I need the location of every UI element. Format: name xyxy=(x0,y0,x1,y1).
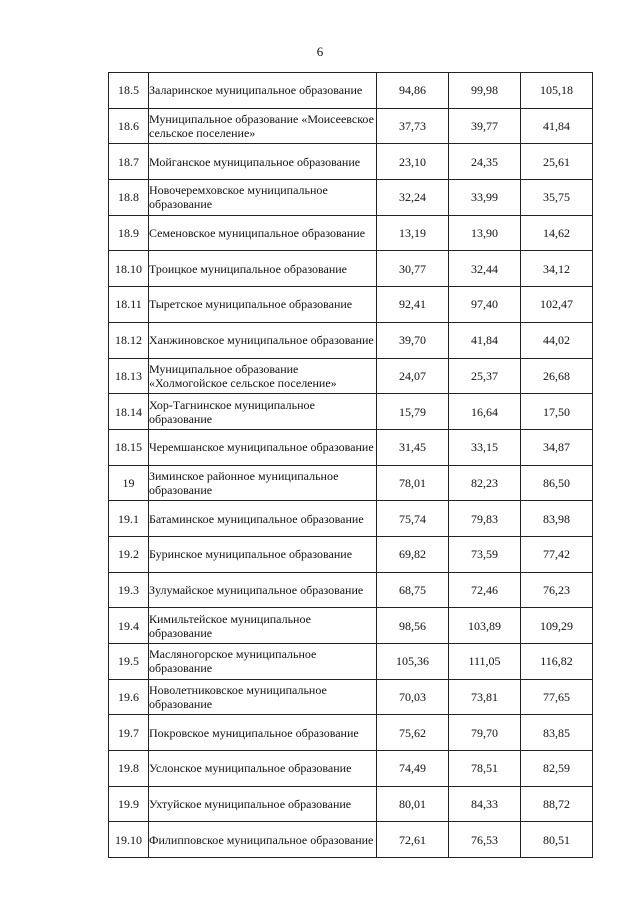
row-number-cell: 18.14 xyxy=(109,394,149,430)
row-number-cell: 18.7 xyxy=(109,144,149,180)
value-cell-2: 41,84 xyxy=(449,322,521,358)
row-number-cell: 19.6 xyxy=(109,679,149,715)
table-body xyxy=(109,73,593,858)
row-number-cell: 19.5 xyxy=(109,644,149,680)
municipality-name-cell: Ханжиновское муниципальное образование xyxy=(149,322,377,358)
value-cell-3: 25,61 xyxy=(521,144,593,180)
municipality-name-cell: Новолетниковское муниципальное образование xyxy=(149,679,377,715)
municipality-name-cell: Новочеремховское муниципальное образование xyxy=(149,180,377,216)
value-cell-1: 75,62 xyxy=(377,715,449,751)
row-number-cell: 19.9 xyxy=(109,786,149,822)
value-cell-3: 80,51 xyxy=(521,822,593,858)
value-cell-3: 77,42 xyxy=(521,536,593,572)
table-row xyxy=(109,465,593,501)
value-cell-1: 92,41 xyxy=(377,287,449,323)
municipality-name-cell: Муниципальное образование «Моисеевское сельское поселение» xyxy=(149,108,377,144)
value-cell-3: 102,47 xyxy=(521,287,593,323)
value-cell-3: 83,85 xyxy=(521,715,593,751)
value-cell-3: 35,75 xyxy=(521,180,593,216)
table-row xyxy=(109,394,593,430)
data-table xyxy=(108,72,593,858)
table-row xyxy=(109,215,593,251)
row-number-cell: 18.6 xyxy=(109,108,149,144)
table-row xyxy=(109,751,593,787)
value-cell-2: 73,81 xyxy=(449,679,521,715)
value-cell-1: 39,70 xyxy=(377,322,449,358)
table-row xyxy=(109,679,593,715)
value-cell-2: 82,23 xyxy=(449,465,521,501)
value-cell-3: 34,87 xyxy=(521,429,593,465)
row-number-cell: 18.8 xyxy=(109,180,149,216)
municipality-name-cell: Буринское муниципальное образование xyxy=(149,536,377,572)
table-row xyxy=(109,358,593,394)
value-cell-3: 76,23 xyxy=(521,572,593,608)
municipality-name-cell: Троицкое муниципальное образование xyxy=(149,251,377,287)
value-cell-2: 24,35 xyxy=(449,144,521,180)
value-cell-1: 32,24 xyxy=(377,180,449,216)
value-cell-3: 14,62 xyxy=(521,215,593,251)
value-cell-2: 111,05 xyxy=(449,644,521,680)
municipality-name-cell: Кимильтейское муниципальное образование xyxy=(149,608,377,644)
value-cell-3: 82,59 xyxy=(521,751,593,787)
value-cell-2: 72,46 xyxy=(449,572,521,608)
value-cell-1: 24,07 xyxy=(377,358,449,394)
row-number-cell: 19.8 xyxy=(109,751,149,787)
table-row xyxy=(109,429,593,465)
value-cell-1: 23,10 xyxy=(377,144,449,180)
municipality-name-cell: Батаминское муниципальное образование xyxy=(149,501,377,537)
value-cell-1: 69,82 xyxy=(377,536,449,572)
value-cell-1: 75,74 xyxy=(377,501,449,537)
value-cell-2: 84,33 xyxy=(449,786,521,822)
row-number-cell: 19 xyxy=(109,465,149,501)
value-cell-3: 109,29 xyxy=(521,608,593,644)
table-row xyxy=(109,73,593,109)
municipality-name-cell: Заларинское муниципальное образование xyxy=(149,73,377,109)
municipality-name-cell: Филипповское муниципальное образование xyxy=(149,822,377,858)
table-row xyxy=(109,108,593,144)
row-number-cell: 18.10 xyxy=(109,251,149,287)
value-cell-1: 94,86 xyxy=(377,73,449,109)
value-cell-2: 33,15 xyxy=(449,429,521,465)
value-cell-2: 33,99 xyxy=(449,180,521,216)
row-number-cell: 19.3 xyxy=(109,572,149,608)
value-cell-2: 76,53 xyxy=(449,822,521,858)
value-cell-3: 26,68 xyxy=(521,358,593,394)
municipality-name-cell: Семеновское муниципальное образование xyxy=(149,215,377,251)
municipality-name-cell: Зиминское районное муниципальное образование xyxy=(149,465,377,501)
value-cell-3: 83,98 xyxy=(521,501,593,537)
value-cell-2: 79,83 xyxy=(449,501,521,537)
municipality-name-cell: Зулумайское муниципальное образование xyxy=(149,572,377,608)
table-row xyxy=(109,251,593,287)
municipality-name-cell: Хор-Тагнинское муниципальное образование xyxy=(149,394,377,430)
value-cell-2: 73,59 xyxy=(449,536,521,572)
row-number-cell: 18.15 xyxy=(109,429,149,465)
value-cell-1: 31,45 xyxy=(377,429,449,465)
row-number-cell: 18.5 xyxy=(109,73,149,109)
value-cell-2: 13,90 xyxy=(449,215,521,251)
value-cell-1: 15,79 xyxy=(377,394,449,430)
page-number: 6 xyxy=(316,44,324,59)
value-cell-3: 105,18 xyxy=(521,73,593,109)
municipality-name-cell: Мойганское муниципальное образование xyxy=(149,144,377,180)
value-cell-3: 41,84 xyxy=(521,108,593,144)
table-row xyxy=(109,536,593,572)
row-number-cell: 19.2 xyxy=(109,536,149,572)
table-row xyxy=(109,501,593,537)
value-cell-1: 74,49 xyxy=(377,751,449,787)
value-cell-1: 13,19 xyxy=(377,215,449,251)
value-cell-1: 70,03 xyxy=(377,679,449,715)
table-row xyxy=(109,608,593,644)
row-number-cell: 18.13 xyxy=(109,358,149,394)
municipality-name-cell: Покровское муниципальное образование xyxy=(149,715,377,751)
value-cell-2: 39,77 xyxy=(449,108,521,144)
value-cell-2: 79,70 xyxy=(449,715,521,751)
table-row xyxy=(109,644,593,680)
value-cell-3: 116,82 xyxy=(521,644,593,680)
table-row xyxy=(109,180,593,216)
table-row xyxy=(109,144,593,180)
municipality-name-cell: Услонское муниципальное образование xyxy=(149,751,377,787)
value-cell-2: 25,37 xyxy=(449,358,521,394)
value-cell-3: 88,72 xyxy=(521,786,593,822)
value-cell-2: 97,40 xyxy=(449,287,521,323)
table-row xyxy=(109,287,593,323)
value-cell-1: 78,01 xyxy=(377,465,449,501)
municipality-name-cell: Масляногорское муниципальное образование xyxy=(149,644,377,680)
value-cell-2: 103,89 xyxy=(449,608,521,644)
value-cell-3: 77,65 xyxy=(521,679,593,715)
row-number-cell: 19.4 xyxy=(109,608,149,644)
value-cell-1: 98,56 xyxy=(377,608,449,644)
municipality-name-cell: Муниципальное образование «Холмогойское сельское поселение» xyxy=(149,358,377,394)
value-cell-2: 32,44 xyxy=(449,251,521,287)
value-cell-2: 78,51 xyxy=(449,751,521,787)
table-row xyxy=(109,786,593,822)
row-number-cell: 19.7 xyxy=(109,715,149,751)
value-cell-2: 16,64 xyxy=(449,394,521,430)
value-cell-1: 105,36 xyxy=(377,644,449,680)
row-number-cell: 19.1 xyxy=(109,501,149,537)
table-row xyxy=(109,715,593,751)
value-cell-1: 30,77 xyxy=(377,251,449,287)
row-number-cell: 18.9 xyxy=(109,215,149,251)
value-cell-1: 37,73 xyxy=(377,108,449,144)
value-cell-1: 72,61 xyxy=(377,822,449,858)
row-number-cell: 18.12 xyxy=(109,322,149,358)
municipality-name-cell: Тыретское муниципальное образование xyxy=(149,287,377,323)
table-row xyxy=(109,572,593,608)
value-cell-1: 80,01 xyxy=(377,786,449,822)
table-row xyxy=(109,322,593,358)
municipality-name-cell: Ухтуйское муниципальное образование xyxy=(149,786,377,822)
row-number-cell: 18.11 xyxy=(109,287,149,323)
value-cell-3: 86,50 xyxy=(521,465,593,501)
value-cell-3: 34,12 xyxy=(521,251,593,287)
row-number-cell: 19.10 xyxy=(109,822,149,858)
value-cell-1: 68,75 xyxy=(377,572,449,608)
value-cell-3: 44,02 xyxy=(521,322,593,358)
value-cell-2: 99,98 xyxy=(449,73,521,109)
value-cell-3: 17,50 xyxy=(521,394,593,430)
municipality-name-cell: Черемшанское муниципальное образование xyxy=(149,429,377,465)
table-row xyxy=(109,822,593,858)
